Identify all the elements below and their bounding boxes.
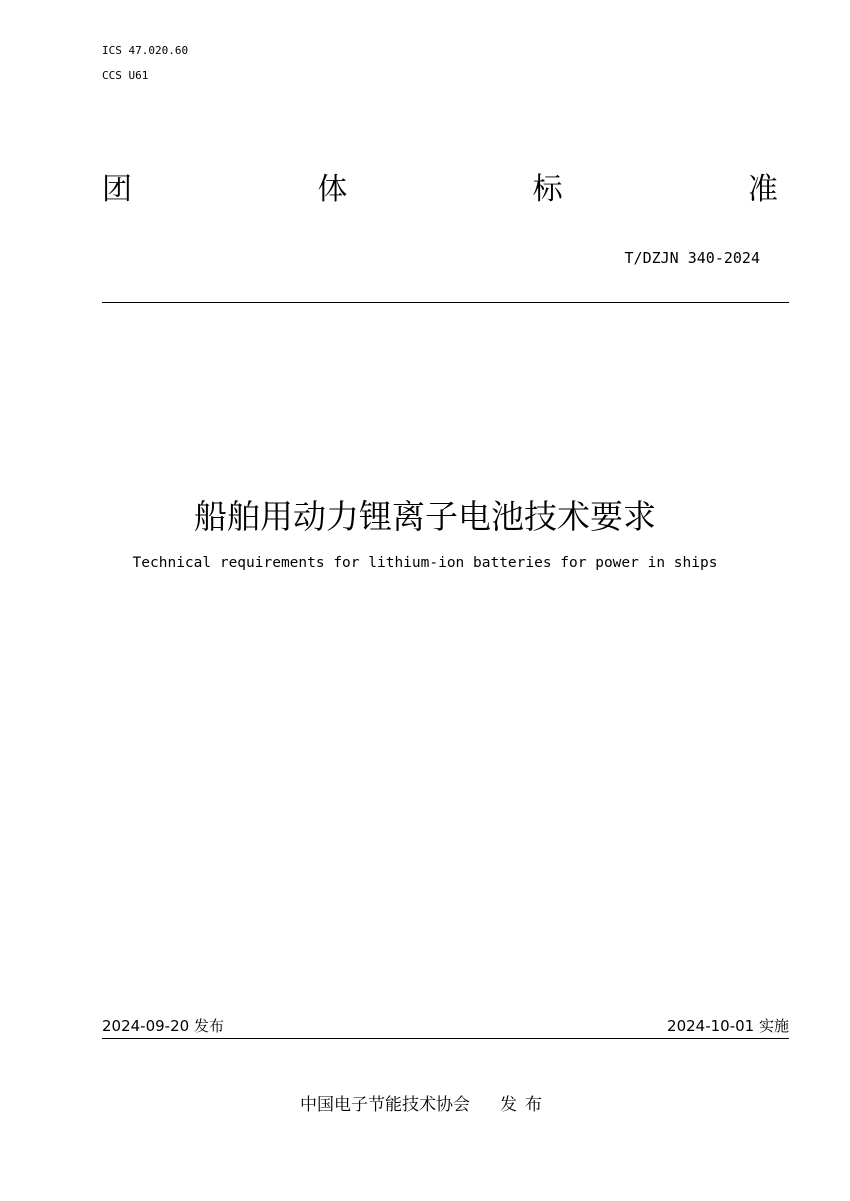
heading-char-2: 体 <box>317 172 348 207</box>
ccs-code: CCS U61 <box>102 69 149 82</box>
standard-number: T/DZJN 340-2024 <box>624 249 760 267</box>
title-english: Technical requirements for lithium-ion batteries for power in ships <box>132 555 718 571</box>
ics-code: ICS 47.020.60 <box>102 44 189 57</box>
implementation-date: 2024-10-01 实施 <box>667 1017 789 1035</box>
issue-date: 2024-09-20 发布 <box>102 1017 224 1035</box>
heading-char-1: 团 <box>102 172 132 207</box>
heading-char-4: 准 <box>747 172 778 207</box>
publisher-line <box>0 1094 850 1116</box>
bottom-divider <box>102 1038 789 1039</box>
publisher-action: 发布 <box>500 1095 550 1115</box>
top-divider <box>102 302 789 303</box>
standard-type-heading <box>102 170 778 210</box>
heading-char-3: 标 <box>532 172 563 207</box>
title-chinese: 船舶用动力锂离子电池技术要求 <box>194 497 656 536</box>
publisher-name: 中国电子节能技术协会 <box>300 1095 470 1115</box>
